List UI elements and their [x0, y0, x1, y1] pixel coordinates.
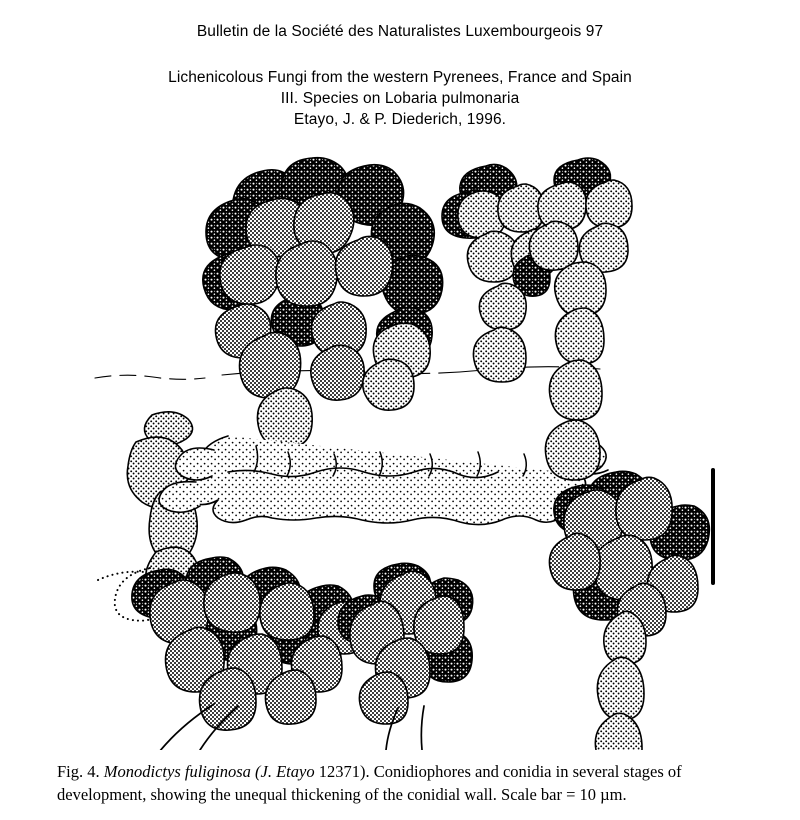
journal-reference: Bulletin de la Société des Naturalistes Luxembourgeois 97: [196, 23, 604, 40]
conidium-cluster-lower-left: [132, 557, 368, 750]
figure-collection-number: 12371: [318, 762, 360, 781]
page-header: [0, 0, 800, 130]
article-title-block: [0, 67, 800, 130]
figure-scale-text: Scale bar = 10 µm.: [501, 785, 627, 804]
figure-description: Conidiophores and conidia in several stages of development, showing the unequal thickening of the conidial wall.: [57, 762, 682, 804]
collection-open-paren: (: [255, 762, 261, 781]
young-conidium-right: [529, 158, 632, 480]
figure-taxon-name: Monodictys fuliginosa: [103, 762, 251, 781]
figure-label: Fig. 4.: [57, 762, 100, 781]
collection-close-paren: ).: [359, 762, 370, 781]
conidium-cluster-lower-center: [338, 563, 473, 750]
article-authors: Etayo, J. & P. Diederich, 1996.: [293, 111, 507, 128]
creeping-hypha: [159, 436, 608, 525]
figure-collector: J. Etayo: [260, 762, 315, 781]
article-title-line-2: III. Species on Lobaria pulmonaria: [280, 90, 520, 107]
article-title-line-1: Lichenicolous Fungi from the western Pyrenees, France and Spain: [168, 69, 632, 86]
stalked-conidium-right: [542, 471, 710, 750]
figure-illustration: [0, 140, 800, 750]
free-cells-center: [363, 323, 430, 410]
figure-caption: [57, 760, 747, 806]
